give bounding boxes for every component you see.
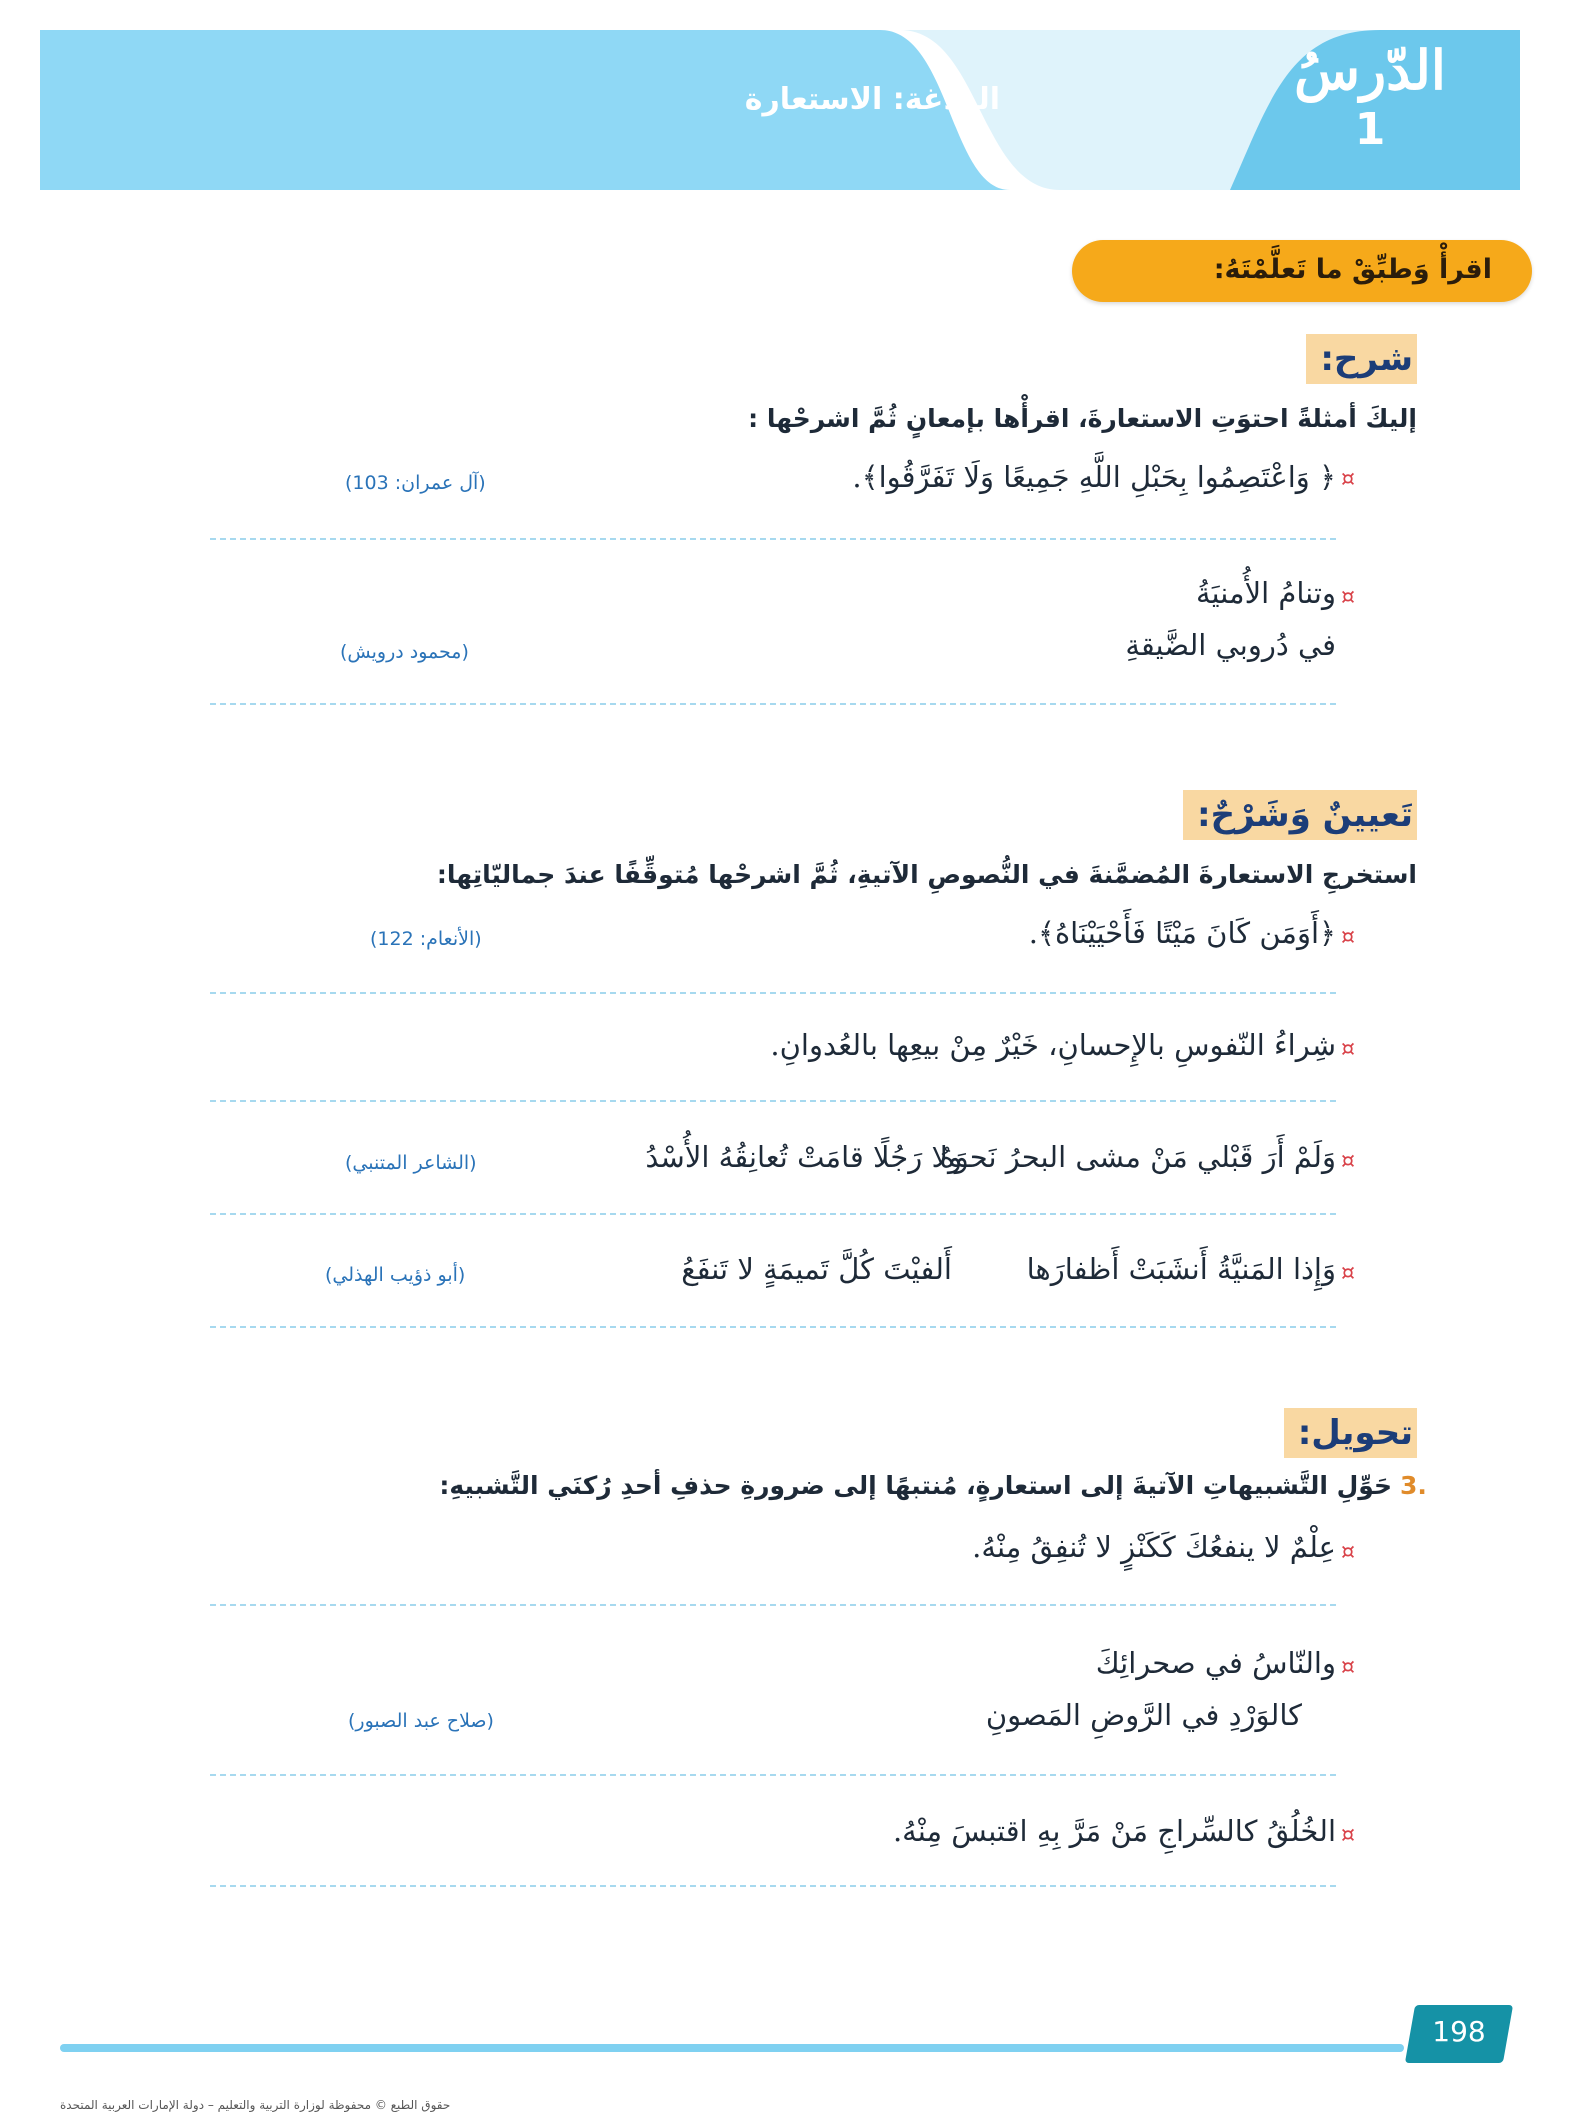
lesson-label: الدّرسُ [1294, 38, 1446, 102]
copyright-notice: حقوق الطبع © محفوظة لوزارة التربية والتعليم – دولة الإمارات العربية المتحدة [60, 2098, 451, 2112]
bullet-icon: ¤ [1341, 467, 1355, 492]
verse-second-hemistich: ولا رَجُلًا قامَتْ تُعانِقُهُ الأُسْدُ [645, 1140, 962, 1174]
lesson-title: البلاغة: الاستعارة [744, 82, 1000, 117]
source-citation: (الشاعر المتنبي) [345, 1152, 477, 1174]
verse-first-hemistich: وَلَمْ أَرَ قَبْلي مَنْ مشى البحرُ نَحوَهُ [939, 1140, 1336, 1174]
bullet-icon: ¤ [1341, 1261, 1355, 1286]
source-citation: (آل عمران: 103) [345, 472, 486, 494]
read-apply-pill [1072, 240, 1532, 302]
bullet-icon: ¤ [1341, 1655, 1355, 1680]
bullet-icon: ¤ [1341, 1037, 1355, 1062]
instruction-transform: حَوِّلِ التَّشبيهاتِ الآتيةَ إلى استعارةٍ، مُنتبهًا إلى ضرورةِ حذفِ أحدِ رُكنَي التَّشبيهِ: [439, 1471, 1392, 1500]
verse-second-hemistich: أَلفيْتَ كُلَّ تَميمَةٍ لا تَنفَعُ [681, 1252, 952, 1286]
quran-verse-line: ﴿أَوَمَن كَانَ مَيْتًا فَأَحْيَيْنَاهُ﴾. [1028, 916, 1336, 950]
bullet-icon: ¤ [1341, 585, 1355, 610]
proverb-line: شِراءُ النّفوسِ بالإِحسانِ، خَيْرٌ مِنْ بيعِها بالعُدوانِ. [770, 1028, 1336, 1062]
source-citation: (الأنعام: 122) [370, 928, 482, 950]
pill-label: اقرأْ وَطبِّقْ ما تَعلَّمْتَهُ: [1213, 254, 1492, 285]
source-citation: (محمود درويش) [340, 641, 469, 663]
simile-line: عِلْمٌ لا ينفعُكَ كَكَنْزٍ لا تُنفِقُ مِنْهُ. [972, 1530, 1336, 1564]
poem-line: كالوَرْدِ في الرَّوضِ المَصونِ [985, 1698, 1302, 1732]
instruction-explain: إليكَ أمثلةً احتوَتِ الاستعارةَ، اقرأْها بإمعانٍ ثُمَّ اشرحْها : [748, 404, 1417, 433]
answer-line [210, 1326, 1336, 1328]
answer-line [210, 538, 1336, 540]
verse-first-hemistich: وَإِذا المَنيَّةُ أَنشَبَتْ أَظفارَها [1026, 1252, 1336, 1286]
source-citation: (صلاح عبد الصبور) [348, 1710, 494, 1732]
instruction-identify: استخرجِ الاستعارةَ المُضمَّنةَ في النُّصوصِ الآتيةِ، ثُمَّ اشرحْها مُتوقِّفًا عندَ جماليّاتِها: [436, 860, 1417, 889]
bullet-icon: ¤ [1341, 1149, 1355, 1174]
bullet-icon: ¤ [1341, 925, 1355, 950]
answer-line [210, 1213, 1336, 1215]
simile-line: الخُلُقُ كالسِّراجِ مَنْ مَرَّ بِهِ اقتبسَ مِنْهُ. [892, 1814, 1336, 1848]
exercise-number: 3. [1400, 1471, 1427, 1500]
page-number: 198 [1432, 2015, 1486, 2048]
section-heading-explain: شرح: [1306, 334, 1417, 384]
section-heading-identify: تَعيينٌ وَشَرْحٌ: [1183, 790, 1417, 840]
answer-line [210, 1885, 1336, 1887]
poem-line: وتنامُ الأُمنيَةُ [1195, 576, 1336, 610]
section-heading-transform: تحويل: [1284, 1408, 1417, 1458]
answer-line [210, 1100, 1336, 1102]
answer-line [210, 992, 1336, 994]
source-citation: (أبو ذؤيب الهذلي) [325, 1264, 466, 1286]
bullet-icon: ¤ [1341, 1540, 1355, 1565]
footer-rule [60, 2044, 1404, 2052]
answer-line [210, 1604, 1336, 1606]
quran-verse-line: ﴿ وَاعْتَصِمُوا بِحَبْلِ اللَّهِ جَمِيعًا وَلَا تَفَرَّقُوا﴾. [852, 460, 1336, 494]
answer-line [210, 1774, 1336, 1776]
bullet-icon: ¤ [1341, 1823, 1355, 1848]
poem-line: في دُروبي الضَّيقةِ [1125, 628, 1336, 662]
lesson-number: 1 [1354, 104, 1386, 155]
answer-line [210, 703, 1336, 705]
poem-line: والنّاسُ في صحرائِكَ [1095, 1646, 1336, 1680]
